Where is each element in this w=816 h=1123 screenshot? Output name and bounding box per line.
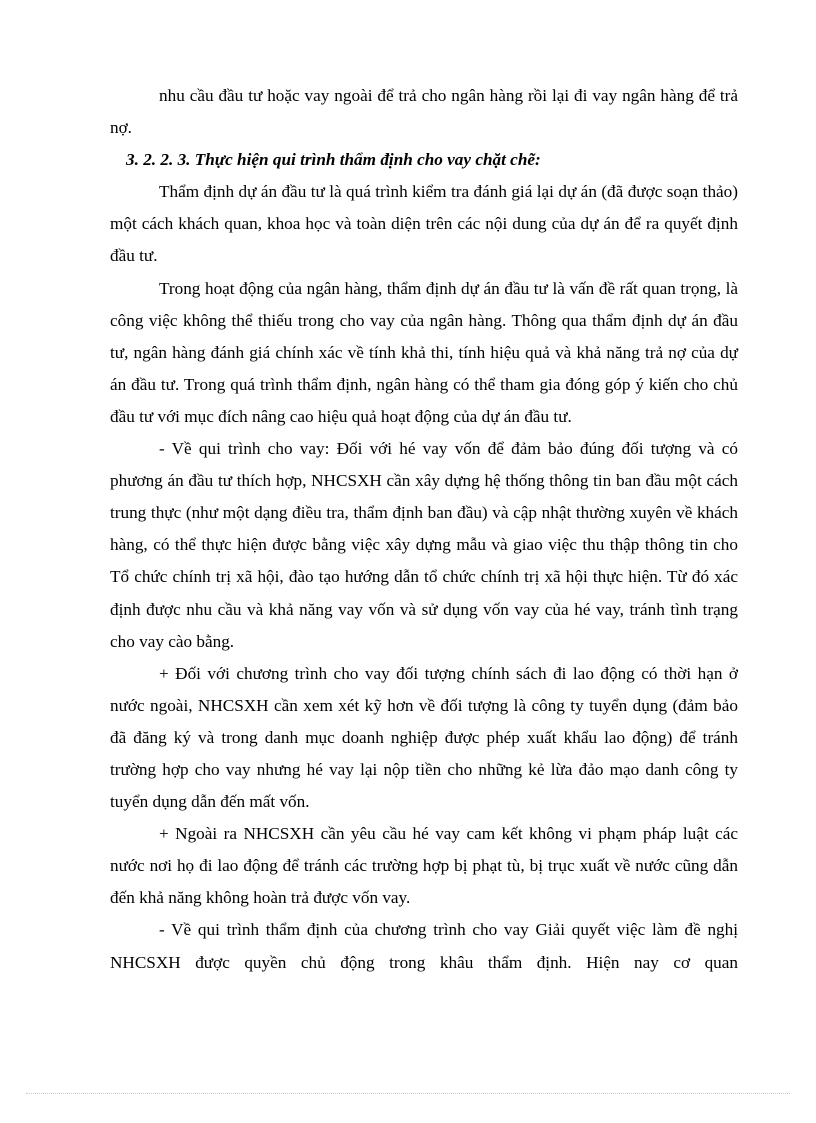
footer-divider xyxy=(26,1093,790,1094)
paragraph-borrower-commitment: + Ngoài ra NHCSXH cần yêu cầu hé vay cam kết không vi phạm pháp luật các nước nơi họ đi lao động để tránh các trường hợp bị phạt tù, bị trục xuất về nước cũng dẫn đến khả năng không hoàn trả được vốn vay. xyxy=(110,824,738,908)
section-heading: 3. 2. 2. 3. Thực hiện qui trình thẩm định cho vay chặt chẽ: xyxy=(126,150,541,170)
paragraph-lending-process: - Về qui trình cho vay: Đối với hé vay vốn để đảm bảo đúng đối tượng và có phương án đầu tư thích hợp, NHCSXH cần xây dựng hệ thống thông tin ban đầu một cách trung thực (như một dạng điều tra, thẩm định ban đầu) và cập nhật thường xuyên về khách hàng, có thể thực hiện được bằng việc xây dựng mẫu và giao việc thu thập thông tin cho Tổ chức chính trị xã hội, đào tạo hướng dẫn tổ chức chính trị xã hội thực hiện. Từ đó xác định được nhu cầu và khả năng vay vốn và sử dụng vốn vay của hé vay, tránh tình trạng cho vay cào bằng. xyxy=(110,439,738,651)
paragraph-overseas-labor: + Đối với chương trình cho vay đối tượng chính sách đi lao động có thời hạn ở nước ngoài, NHCSXH cần xem xét kỹ hơn về đối tượng là công ty tuyển dụng (đảm bảo đã đăng ký và trong danh mục doanh nghiệp được phép xuất khẩu lao động) để tránh trường hợp cho vay nhưng hé vay lại nộp tiền cho những kẻ lừa đảo mạo danh công ty tuyển dụng dẫn đến mất vốn. xyxy=(110,663,738,812)
paragraph-importance: Trong hoạt động của ngân hàng, thẩm định dự án đầu tư là vấn đề rất quan trọng, là công việc không thể thiếu trong cho vay của ngân hàng. Thông qua thẩm định dự án đầu tư, ngân hàng đánh giá chính xác về tính khả thi, tính hiệu quả và khả năng trả nợ của dự án đầu tư. Trong quá trình thẩm định, ngân hàng có thể tham gia đóng góp ý kiến cho chủ đầu tư với mục đích nâng cao hiệu quả hoạt động của dự án đầu tư. xyxy=(110,278,738,426)
paragraph-continuation: nhu cầu đầu tư hoặc vay ngoài để trả cho ngân hàng rồi lại đi vay ngân hàng để trả nợ. xyxy=(110,86,738,138)
body-text xyxy=(110,80,738,979)
paragraph-definition: Thẩm định dự án đầu tư là quá trình kiểm tra đánh giá lại dự án (đã được soạn thảo) một cách khách quan, khoa học và toàn diện trên các nội dung của dự án để ra quyết định đầu tư. xyxy=(110,182,738,266)
paragraph-appraisal-process: - Về qui trình thẩm định của chương trình cho vay Giải quyết việc làm đề nghị NHCSXH được quyền chủ động trong khâu thẩm định. Hiện nay cơ quan xyxy=(110,920,738,972)
